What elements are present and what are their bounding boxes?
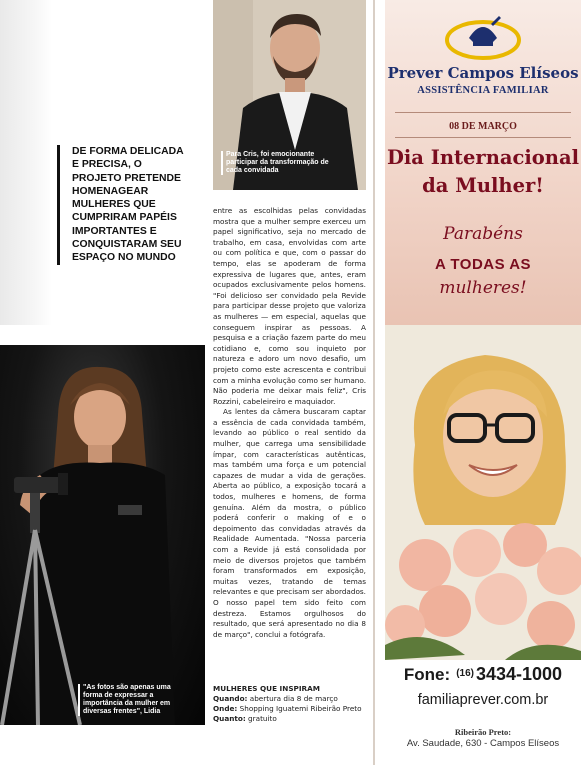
ad-date: 08 DE MARÇO	[449, 121, 517, 132]
ad-divider-line	[395, 112, 571, 113]
ad-brand-name: Prever Campos Elíseos	[387, 64, 579, 82]
ad-photo-illustration	[385, 325, 581, 660]
ad-headline-line: da Mulher!	[422, 174, 544, 197]
photo-lidia-illustration	[0, 345, 205, 725]
ad-phone-label: Fone:	[403, 665, 451, 684]
event-info-label: Onde:	[213, 704, 238, 713]
ad-mulheres: mulheres!	[439, 278, 527, 298]
caption-cris: Para Cris, foi emocionante participar da transformação de cada convidada	[221, 151, 331, 175]
event-info-row	[213, 694, 373, 704]
event-info-row	[213, 714, 373, 724]
event-info-value: Shopping Iguatemi Ribeirão Preto	[239, 704, 362, 713]
ad-website-link[interactable]: familiaprever.com.br	[417, 692, 549, 708]
event-info-title: MULHERES QUE INSPIRAM	[213, 684, 320, 693]
event-info-value: gratuito	[248, 714, 277, 723]
page-gutter-shade	[0, 0, 52, 325]
ad-parabens: Parabéns	[443, 224, 523, 244]
ad-divider-line	[395, 137, 571, 138]
ad-brand-subtitle: ASSISTÊNCIA FAMILIAR	[417, 85, 549, 96]
advertisement	[385, 0, 581, 765]
ad-todas: A TODAS AS	[434, 256, 532, 273]
event-info-row	[213, 704, 373, 714]
photo-lidia	[0, 345, 205, 725]
event-info	[213, 684, 373, 724]
event-info-label: Quando:	[213, 694, 248, 703]
caption-lidia: "As fotos são apenas uma forma de expressar a importância da mulher em diversas frentes", Lidia	[78, 684, 188, 716]
prever-logo-icon	[443, 12, 523, 62]
event-info-label: Quanto:	[213, 714, 246, 723]
ad-address: Av. Saudade, 630 - Campos Elíseos	[406, 738, 560, 749]
ad-header-panel	[385, 0, 581, 325]
article-paragraph: As lentes da câmera buscaram captar a essência de cada convidada também, levando ao público o real sentido da mulher, que carrega uma sensibilidade ímpar, com características autênticas, mas também uma força e um potencial capazes de mudar a vida de gerações. Aberta ao público, a exposição tocará a todos, mulheres e homens, de forma genuína. Além da mostra, o público poderá conferir o making of e o depoimento das convidadas através da Realidade Aumentada. "Nossa parceria com a Revide já está consolidada por meio de diversos projetos que também foram transformados em exposição, muitas vezes, tratando de temas relevantes e que precisam ser abordados. O nosso papel tem sido feito com destreza. Estamos orgulhosos do resultado, que será apresentado no dia 8 de março", conclui a fotógrafa.	[213, 407, 366, 639]
ad-city: Ribeirão Preto:	[454, 727, 512, 737]
ad-headline	[385, 144, 581, 200]
article-body	[213, 206, 366, 640]
article-paragraph: entre as escolhidas pelas convidadas mostra que a mulher sempre exerceu um papel significativo, seja no mercado de trabalho, em casa, envolvidas com arte ou com política e que, com o passar do tempo, elas se apoderam de forma expressiva de lugares que, antes, eram ocupados exclusivamente pelos homens. "Foi delicioso ser convidado pela Revide para participar desse projeto que valoriza as mulheres — em especial, aquelas que conseguem inspirar as pessoas. A pesquisa e a criação fazem parte do meu cotidiano e, como sou inquieto por natureza e adoro um novo desafio, um projeto como este acrescenta e contribui com a minha evolução como ser humano. Não poderia me deixar mais feliz", Cris Rozzini, cabeleireiro e maquiador.	[213, 206, 366, 406]
ad-headline-line: Dia Internacional	[386, 146, 580, 169]
ad-phone	[385, 664, 581, 685]
ad-phone-number: 3434-1000	[475, 664, 563, 684]
ad-divider	[373, 0, 375, 765]
event-info-value: abertura dia 8 de março	[249, 694, 338, 703]
ad-photo-woman-with-roses	[385, 325, 581, 660]
pull-quote: DE FORMA DELICADA E PRECISA, O PROJETO PRETENDE HOMENAGEAR MULHERES QUE CUMPRIRAM PAPÉIS IMPORTANTES E CONQUISTARAM SEU ESPAÇO NO MUNDO	[57, 145, 187, 265]
ad-phone-ddd: (16)	[456, 668, 474, 679]
